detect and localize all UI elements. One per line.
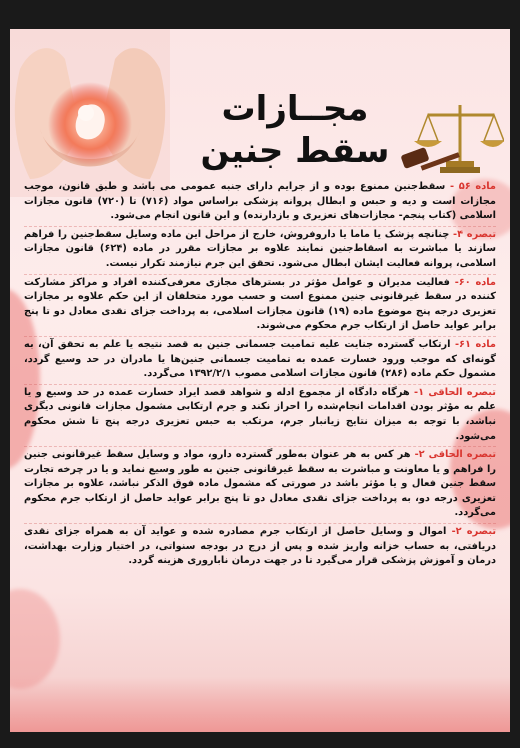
article-text: فعالیت مدیران و عوامل مؤثر در بسترهای مجازی معرفی‌کننده افراد و مراکز مشارکت کننده در سقط غیرقانونی جنین ممنوع است و حسب مورد متخلفان از این حکم علاوه بر مجازات تعزیری درجه پنج موضوع ماده (۱۹) قانون مجازات اسلامی، به پرداخت جزای نقدی معادل دو تا پنج برابر عواید حاصل از ارتکاب جرم محکوم می‌شوند. — [24, 276, 497, 332]
article-paragraph — [24, 447, 496, 524]
article-label: تبصره ۲- — [451, 526, 497, 538]
title-line-1: مجــازات — [221, 89, 369, 129]
article-text: ارتکاب گسترده جنایت علیه تمامیت جسمانی جنین به قصد نتیجه یا علم به تحقق آن، به گونه‌ای که موجب ورود خسارت عمده به تمامیت جسمانی جنین‌ها یا مادران در حد وسیع گردد، مشمول حکم ماده (۲۸۶) قانون مجازات اسلامی مصوب ۱۳۹۲/۲/۱ می‌گردد. — [24, 338, 496, 380]
article-text: اموال و وسایل حاصل از ارتکاب جرم مصادره شده و عواید آن به همراه جزای نقدی دریافتی، به حساب خزانه واریز شده و پس از درج در بودجه سنواتی، در اختیار وزارت بهداشت، درمان و آموزش پزشکی قرار می‌گیرد تا در جهت درمان ناباروری هزینه گردد. — [24, 526, 496, 567]
poster — [10, 29, 510, 732]
article-paragraph — [24, 385, 496, 447]
article-paragraph — [24, 179, 496, 227]
article-label: ماده ۵۶ - — [449, 181, 496, 192]
article-paragraph — [24, 337, 496, 385]
article-label: تبصره ۴- — [453, 228, 496, 240]
article-label: تبصره الحاقی ۱- — [414, 386, 496, 398]
article-text: هرگاه دادگاه از مجموع ادله و شواهد قصد ایراد خسارت عمده در حد وسیع و یا علم به مؤثر بودن اقدامات انجام‌شده را احراز نکند و جرم ارتکابی مشمول مجازات قانونی دیگری نباشد، با توجه به میزان نتایج زیانبار جرم، مرتکب به حبس تعزیری درجه پنج تا شش محکوم می‌شود. — [24, 386, 496, 442]
article-text: سقط‌جنین ممنوع بوده و از جرایم دارای جنبه عمومی می باشد و طبق قانون، موجب مجازات است و دیه و حبس و ابطال پروانه پزشکی براساس مواد (۷۱۶) تا (۷۲۰) قانون مجازات اسلامی (کتاب پنجم- مجازات‌های تعزیری و بازدارنده) و این قانون انجام می‌شود. — [24, 181, 496, 222]
scales-gavel-icon — [400, 101, 504, 181]
article-paragraph — [24, 227, 496, 275]
articles-text — [24, 179, 496, 727]
article-text: هر کس به هر عنوان به‌طور گسترده دارو، مواد و وسایل سقط غیرقانونی جنین را فراهم و یا معاونت و مباشرت به سقط غیرقانونی جنین به طور وسیع نماید و یا در چرخه تجارت سقط جنین فعال و یا مؤثر باشد در صورتی که مشمول ماده فوق الذکر نباشد، علاوه بر مجازات تعزیری درجه دو، به پرداخت جزای نقدی معادل دو تا پنج برابر عواید حاصل از ارتکاب جرم محکوم می‌گردد. — [24, 449, 496, 519]
article-label: ماده ۶۰- — [454, 276, 496, 288]
article-paragraph — [24, 524, 496, 571]
article-paragraph — [24, 275, 496, 337]
title-line-2: سقط جنین — [200, 131, 390, 171]
article-label: ماده ۶۱- — [454, 338, 497, 350]
article-label: تبصره الحاقی ۲- — [414, 449, 496, 461]
hands-fetus-illustration — [10, 29, 170, 197]
article-text: چنانچه پزشک یا ماما یا داروفروش، خارج از مراحل این ماده وسایل سقط‌جنین را فراهم سازند یا مباشرت به اسقاط‌جنین نمایند علاوه بر مجازات مقرر در ماده (۶۲۴) قانون مجازات اسلامی، پروانه فعالیت ایشان ابطال می‌شود. تحقق این جرم نیازمند تکرار نیست. — [24, 228, 496, 269]
